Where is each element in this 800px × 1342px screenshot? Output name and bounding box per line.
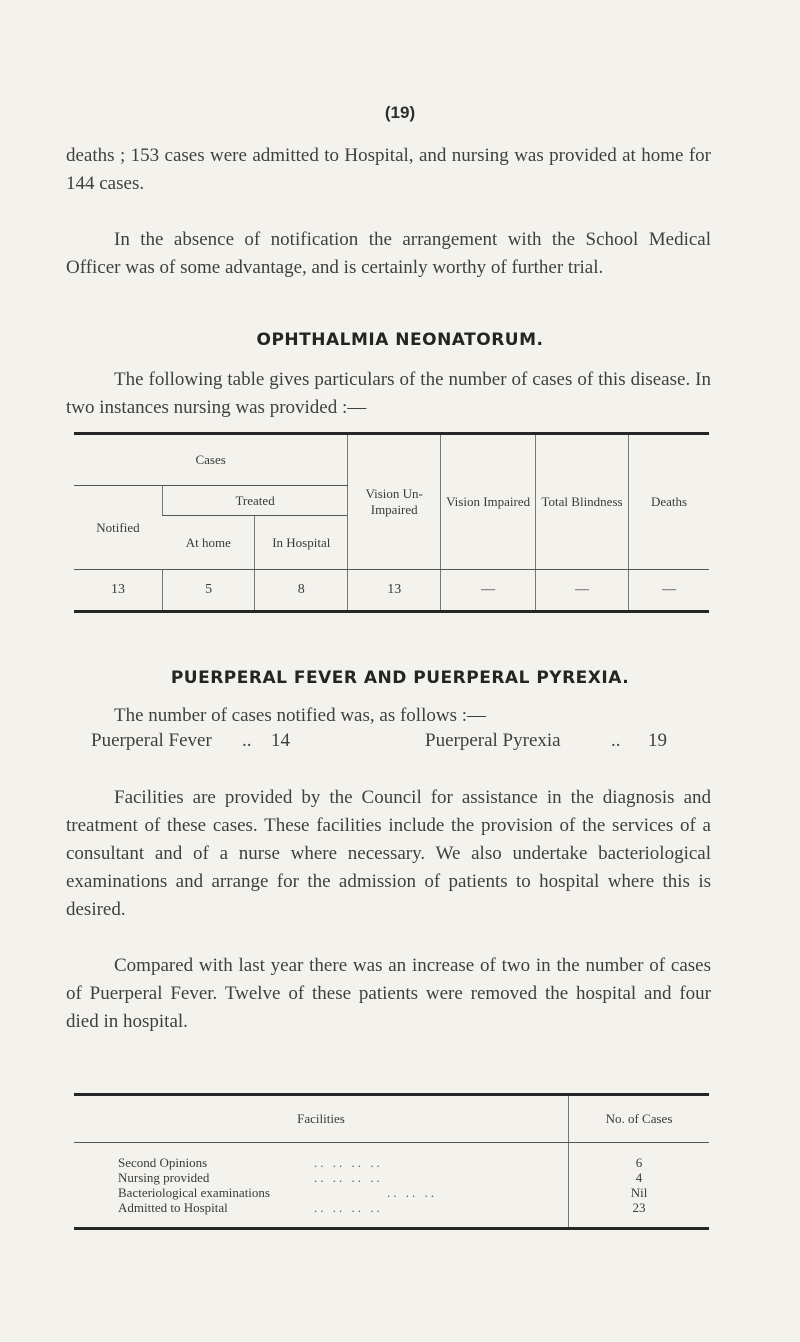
table-row bbox=[74, 1170, 709, 1185]
value-puerperal-pyrexia: 19 bbox=[648, 730, 667, 751]
paragraph-notified-intro: The number of cases notified was, as follows :— bbox=[114, 705, 486, 726]
cell-deaths: — bbox=[629, 570, 709, 612]
header-at-home: At home bbox=[162, 516, 254, 570]
table-row bbox=[74, 570, 709, 612]
page-number: (19) bbox=[384, 103, 416, 122]
table-row bbox=[74, 1200, 709, 1215]
label-puerperal-pyrexia: Puerperal Pyrexia bbox=[425, 730, 561, 751]
paragraph-facilities: Facilities are provided by the Council for assistance in the diagnosis and treatment of these cases. These facilities include the provision of the services of a consultant and of a nurse where necessary. We also undertake bacteriological examinations and arrange for the admission of patients to hospital where this is desired. bbox=[66, 787, 711, 920]
leader-dots: .. .. .. .. bbox=[314, 1200, 383, 1215]
cell-in-hospital: 8 bbox=[255, 570, 348, 612]
notified-counts-line bbox=[66, 730, 711, 758]
ophthalmia-table bbox=[74, 432, 709, 613]
header-in-hospital: In Hospital bbox=[255, 516, 348, 570]
cell-notified: 13 bbox=[110, 582, 125, 597]
heading-ophthalmia-neonatorum: OPHTHALMIA NEONATORUM. bbox=[256, 330, 544, 350]
paragraph-comparison: Compared with last year there was an increase of two in the number of cases of Puerperal Fever. Twelve of these patients were removed the hospital and four died in hospital. bbox=[66, 955, 711, 1032]
value-puerperal-fever: 14 bbox=[271, 730, 290, 751]
header-facilities: Facilities bbox=[74, 1095, 569, 1143]
paragraph-deaths: deaths ; 153 cases were admitted to Hospital, and nursing was provided at home for 144 cases. bbox=[66, 145, 711, 194]
header-notified: Notified bbox=[74, 486, 162, 570]
facility-count: Nil bbox=[569, 1185, 710, 1200]
dots-puerperal-pyrexia: .. bbox=[611, 730, 621, 751]
header-cases: Cases bbox=[74, 434, 348, 486]
facility-label: Nursing provided bbox=[118, 1170, 210, 1185]
heading-puerperal-fever: PUERPERAL FEVER AND PUERPERAL PYREXIA. bbox=[170, 668, 630, 688]
cell-vision-unimpaired: 13 bbox=[348, 570, 441, 612]
paragraph-school-medical-officer: In the absence of notification the arrangement with the School Medical Officer was of some advantage, and is certainly worthy of further trial. bbox=[66, 229, 711, 278]
header-deaths: Deaths bbox=[629, 434, 709, 570]
facility-count: 23 bbox=[569, 1200, 710, 1215]
facilities-table bbox=[74, 1093, 709, 1230]
cell-vision-impaired: — bbox=[441, 570, 536, 612]
leader-dots: .. .. .. bbox=[387, 1185, 437, 1200]
facility-count: 4 bbox=[569, 1170, 710, 1185]
facility-label: Second Opinions bbox=[118, 1155, 208, 1170]
header-vision-impaired: Vision Impaired bbox=[441, 434, 536, 570]
header-no-of-cases: No. of Cases bbox=[569, 1095, 710, 1143]
paragraph-table-intro: The following table gives particulars of the number of cases of this disease. In two instances nursing was provided :— bbox=[66, 369, 711, 418]
leader-dots: .. .. .. .. bbox=[314, 1170, 383, 1185]
leader-dots: .. .. .. .. bbox=[314, 1155, 383, 1170]
dots-puerperal-fever: .. bbox=[242, 730, 252, 751]
facility-label: Bacteriological examinations bbox=[118, 1185, 270, 1200]
table-row bbox=[74, 1155, 709, 1170]
label-puerperal-fever: Puerperal Fever bbox=[91, 730, 212, 751]
facility-label: Admitted to Hospital bbox=[118, 1200, 228, 1215]
cell-total-blindness: — bbox=[536, 570, 629, 612]
header-vision-unimpaired: Vision Un- Impaired bbox=[348, 434, 441, 570]
table-row bbox=[74, 1185, 709, 1200]
header-treated: Treated bbox=[162, 486, 347, 516]
cell-at-home: 5 bbox=[162, 570, 254, 612]
header-total-blindness: Total Blindness bbox=[536, 434, 629, 570]
facility-count: 6 bbox=[569, 1155, 710, 1170]
